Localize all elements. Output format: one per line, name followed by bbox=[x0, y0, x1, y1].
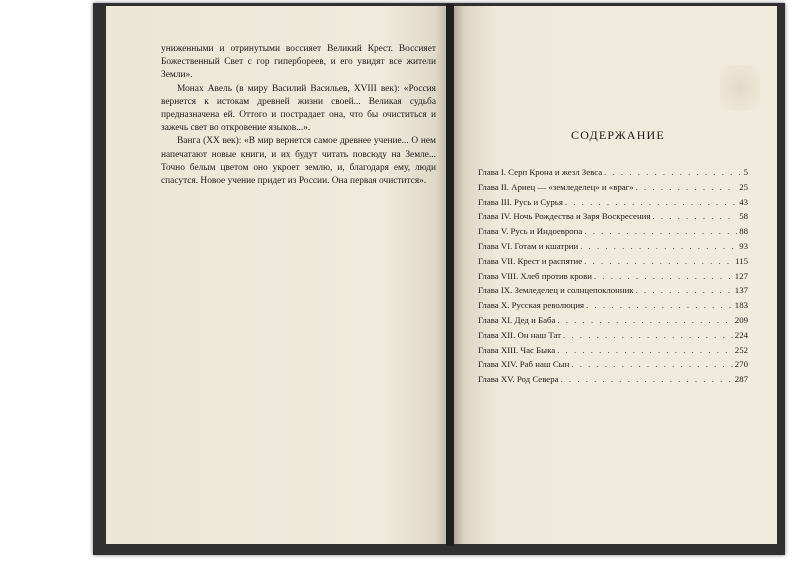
toc-entry-label: Глава II. Ариец — «земледелец» и «враг» bbox=[478, 181, 634, 192]
toc-entry-page: 209 bbox=[734, 314, 748, 325]
toc-leader-dots bbox=[571, 359, 732, 369]
toc-leader-dots bbox=[636, 285, 733, 295]
table-of-contents bbox=[478, 167, 748, 389]
toc-entry-label: Глава XV. Род Севера bbox=[478, 374, 559, 385]
toc-entry-label: Глава X. Русская революция bbox=[478, 300, 585, 311]
toc-entry-label: Глава I. Серп Крона и жезл Зевса bbox=[478, 167, 603, 177]
left-page-text bbox=[161, 43, 436, 188]
toc-entry-page: 224 bbox=[734, 329, 748, 340]
toc-entry-label: Глава XIV. Раб наш Сын bbox=[478, 359, 570, 370]
toc-leader-dots bbox=[557, 345, 733, 355]
toc-entry-page: 25 bbox=[739, 181, 748, 192]
toc-entry-label: Глава VIII. Хлеб против крови bbox=[478, 270, 592, 281]
toc-leader-dots bbox=[584, 256, 733, 266]
toc-entry[interactable] bbox=[478, 241, 748, 256]
toc-entry[interactable] bbox=[478, 300, 748, 315]
toc-leader-dots bbox=[561, 374, 733, 384]
toc-leader-dots bbox=[594, 271, 733, 281]
toc-entry-label: Глава IV. Ночь Рождества и Заря Воскресения bbox=[478, 211, 651, 222]
toc-entry-label: Глава XIII. Час Быка bbox=[478, 344, 556, 355]
toc-entry-page: 88 bbox=[739, 226, 748, 237]
toc-entry-label: Глава XII. Он наш Тат bbox=[478, 329, 561, 340]
toc-entry-page: 5 bbox=[743, 167, 748, 177]
paragraph: Ванга (XX век): «В мир вернется самое древнее учение... О нем напечатают новые книги, и их будут читать повсюду на Земле... Точно белым цветом оно укроет землю, и, благодаря ему, люди спасутся. Новое учение придет из России. Она первая очистится». bbox=[161, 136, 436, 187]
toc-entry[interactable] bbox=[478, 271, 748, 286]
toc-entry[interactable] bbox=[478, 211, 748, 226]
toc-entry-label: Глава V. Русь и Индоевропа bbox=[478, 226, 583, 237]
toc-leader-dots bbox=[584, 226, 737, 236]
toc-entry[interactable] bbox=[478, 359, 748, 374]
toc-entry[interactable] bbox=[478, 345, 748, 360]
toc-leader-dots bbox=[557, 315, 732, 325]
paragraph: униженными и отринутыми воссияет Великий Крест. Воссияет Божественный Свет с гор гипербореев, и его увидят все жители Земли». bbox=[161, 44, 436, 81]
toc-leader-dots bbox=[604, 167, 741, 177]
toc-entry-label: Глава VI. Готам и кшатрии bbox=[478, 240, 579, 251]
toc-entry[interactable] bbox=[478, 197, 748, 212]
paper-stain bbox=[720, 65, 760, 110]
toc-entry-page: 252 bbox=[734, 344, 748, 355]
toc-entry-page: 93 bbox=[739, 240, 748, 251]
toc-entry-page: 127 bbox=[734, 270, 748, 281]
toc-leader-dots bbox=[652, 211, 737, 221]
toc-entry[interactable] bbox=[478, 167, 748, 182]
toc-entry-page: 183 bbox=[734, 300, 748, 311]
paragraph: Монах Авель (в миру Василий Васильев, XVIII век): «Россия вернется к истокам древней жизни своей... Великая судьба предназначена ей. Оттого и пострадает она, что бы очиститься и зажечь свет во откровение языков...». bbox=[161, 83, 436, 134]
book-gutter bbox=[446, 4, 454, 546]
toc-entry-label: Глава XI. Дед и Баба bbox=[478, 314, 556, 325]
toc-leader-dots bbox=[565, 197, 737, 207]
toc-entry-page: 58 bbox=[739, 211, 748, 222]
toc-entry[interactable] bbox=[478, 315, 748, 330]
toc-entry-page: 115 bbox=[735, 255, 748, 266]
toc-title: СОДЕРЖАНИЕ bbox=[571, 128, 665, 142]
toc-entry-label: Глава VII. Крест и распятие bbox=[478, 255, 583, 266]
toc-entry[interactable] bbox=[478, 226, 748, 241]
toc-entry-page: 43 bbox=[739, 196, 748, 207]
toc-entry-label: Глава III. Русь и Сурья bbox=[478, 196, 563, 207]
toc-leader-dots bbox=[563, 330, 733, 340]
toc-entry[interactable] bbox=[478, 285, 748, 300]
toc-entry[interactable] bbox=[478, 256, 748, 271]
toc-leader-dots bbox=[580, 241, 737, 251]
toc-leader-dots bbox=[636, 182, 738, 192]
toc-entry[interactable] bbox=[478, 330, 748, 345]
toc-leader-dots bbox=[586, 300, 733, 310]
toc-entry-label: Глава IX. Земледелец и солнцепоклонник bbox=[478, 285, 634, 296]
toc-entry[interactable] bbox=[478, 374, 748, 389]
toc-entry-page: 137 bbox=[734, 285, 748, 296]
toc-entry[interactable] bbox=[478, 182, 748, 197]
toc-entry-page: 287 bbox=[734, 374, 748, 385]
toc-entry-page: 270 bbox=[734, 359, 748, 370]
